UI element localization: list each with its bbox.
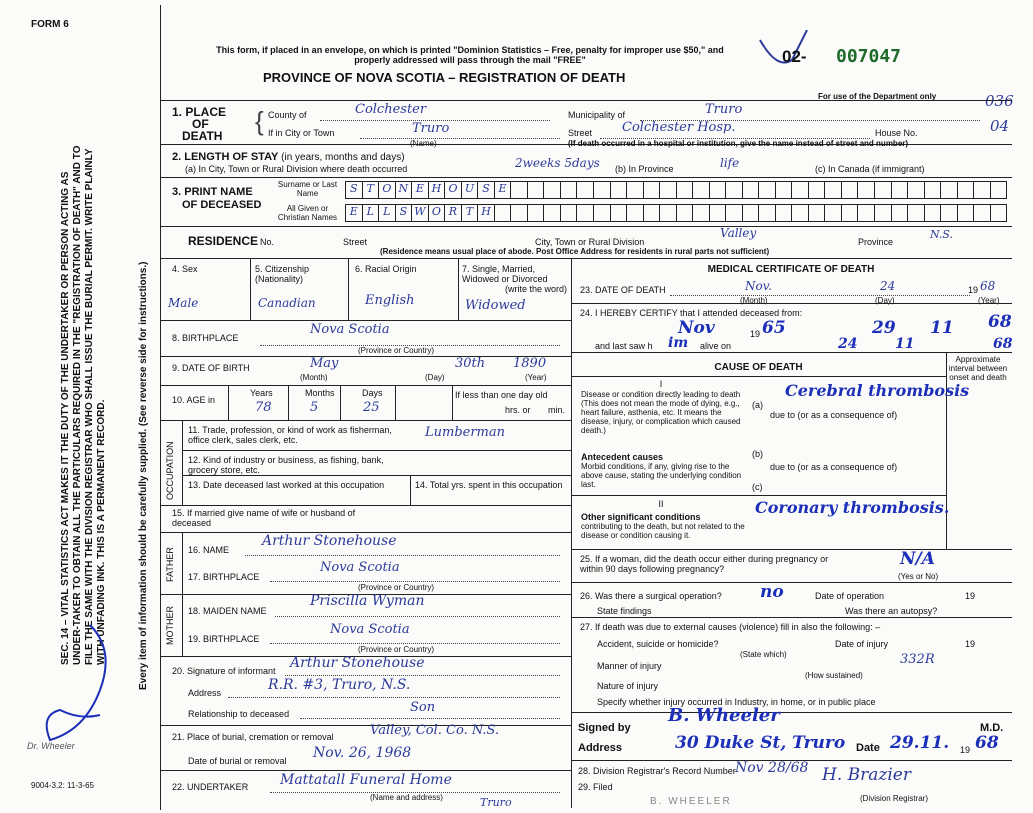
name-label: 3. PRINT NAME OF DECEASED xyxy=(172,186,262,211)
residence-label: RESIDENCE xyxy=(188,234,259,248)
form-number: FORM 6 xyxy=(31,19,69,30)
margin-signature-scribble xyxy=(30,620,130,750)
form-code: 9004-3.2: 11-3-65 xyxy=(31,781,95,790)
death-day: 24 xyxy=(880,279,896,293)
residence-hint: (Residence means usual place of abode. Post Office Address for residents in rural parts not sufficient) xyxy=(380,247,770,256)
dob-year: 1890 xyxy=(513,356,547,371)
reg-number: 007047 xyxy=(836,46,902,67)
burial-date: Nov. 26, 1968 xyxy=(313,745,412,761)
medical-header: MEDICAL CERTIFICATE OF DEATH xyxy=(707,264,875,275)
age-days: 25 xyxy=(363,400,380,415)
registration-number xyxy=(752,30,962,80)
racial-value: English xyxy=(365,293,415,308)
stay-b-label: (b) In Province xyxy=(615,164,674,174)
stay-a-label: (a) In City, Town or Rural Division where death occurred xyxy=(185,164,408,174)
marital-value: Widowed xyxy=(465,298,526,313)
certificate-date: 29.11. xyxy=(890,733,950,753)
city-value: Truro xyxy=(412,121,450,136)
age-months: 5 xyxy=(310,400,319,415)
mail-notice: This form, if placed in an envelope, on which is printed "Dominion Statistics – Free, penalty for improper use $50," and properly addressed will pass through the mail "FREE" xyxy=(216,45,724,65)
residence-city: Valley xyxy=(720,226,757,240)
alive-year: 68 xyxy=(993,336,1013,352)
other-conditions: Coronary thrombosis. xyxy=(755,498,950,517)
county-value: Colchester xyxy=(355,102,427,117)
registrar-signature: H. Brazier xyxy=(822,765,911,785)
informant-relationship: Son xyxy=(410,700,436,715)
county-label: County of xyxy=(268,110,307,120)
municipality-label: Municipality of xyxy=(568,110,626,120)
cause-header: CAUSE OF DEATH xyxy=(714,362,803,373)
death-year: 68 xyxy=(980,279,996,293)
record-number: Nov 28/68 xyxy=(735,760,809,776)
dob-day: 30th xyxy=(455,356,486,371)
death-month: Nov. xyxy=(745,279,772,293)
citizenship-value: Canadian xyxy=(258,296,316,310)
attended-from: Nov xyxy=(678,318,715,338)
informant-signature: Arthur Stonehouse xyxy=(290,655,425,671)
house-label: House No. xyxy=(875,128,918,138)
attended-from-year: 65 xyxy=(762,318,786,338)
information-note: Every item of information should be carefully supplied. (See reverse side for instructions.) xyxy=(138,261,149,690)
dept-code-2: 04 xyxy=(990,117,1010,135)
surname-grid: S T O N E H O U S E xyxy=(345,181,1007,199)
surgery-answer: no xyxy=(760,582,784,602)
undertaker-town: Truro xyxy=(480,796,512,809)
certificate-year: 68 xyxy=(975,733,999,753)
stay-label: 2. LENGTH OF STAY xyxy=(172,151,279,163)
occupation-value: Lumberman xyxy=(425,425,506,440)
burial-place: Valley, Col. Co. N.S. xyxy=(370,723,500,738)
physician-stamp: B. WHEELER xyxy=(650,796,732,807)
attended-to-day: 29 xyxy=(872,318,896,338)
reg-prefix: 02- xyxy=(782,47,807,66)
stay-c-label: (c) In Canada (if immigrant) xyxy=(815,164,925,174)
residence-province: N.S. xyxy=(930,228,954,241)
vital-statistics-notice: SEC. 14 – VITAL STATISTICS ACT MAKES IT THE DUTY OF THE UNDERTAKER OR PERSON ACTING AS UNDER-TAKER TO OBTAIN ALL THE PARTICULARS REQUIRED IN THE "REGISTRATION OF DEATH" AND TO FILE THE SAME WITH THE DIVISION REGISTRAR WHO SHALL ISSUE THE BURIAL PERMIT. WRITE PLAINLY WITH UNFADING INK. THIS IS A PERMANENT RECORD. xyxy=(60,145,107,665)
alive-month: 11 xyxy=(895,336,915,352)
pregnancy-answer: N/A xyxy=(900,549,935,569)
dept-use-label: For use of the Department only xyxy=(818,92,937,101)
last-saw: im xyxy=(668,335,689,351)
mother-maiden: Priscilla Wyman xyxy=(310,593,425,609)
sex-value: Male xyxy=(168,296,199,310)
occupation-side-label: OCCUPATION xyxy=(165,441,175,500)
stay-b-value: life xyxy=(720,156,740,170)
physician-signature: B. Wheeler xyxy=(668,705,780,726)
municipality-value: Truro xyxy=(705,102,743,117)
city-label: If in City or Town xyxy=(268,128,335,138)
street-label: Street xyxy=(568,128,593,138)
father-birthplace: Nova Scotia xyxy=(320,560,400,575)
stay-a-value: 2weeks 5days xyxy=(515,156,600,170)
physician-address: 30 Duke St, Truro xyxy=(675,733,846,753)
manner-code: 332R xyxy=(900,652,935,667)
father-name: Arthur Stonehouse xyxy=(262,533,397,549)
undertaker-name: Mattatall Funeral Home xyxy=(280,772,452,788)
informant-address: R.R. #3, Truro, N.S. xyxy=(268,677,411,693)
age-years: 78 xyxy=(255,400,272,415)
dept-code-1: 036 xyxy=(985,92,1014,110)
dob-month: May xyxy=(310,356,339,371)
attended-to-month: 11 xyxy=(930,318,954,338)
street-hint: (If death occurred in a hospital or institution, give the name instead of street and number) xyxy=(568,139,909,148)
mother-birthplace: Nova Scotia xyxy=(330,622,410,637)
place-label: 1. PLACE OF DEATH xyxy=(172,105,227,143)
form-title: PROVINCE OF NOVA SCOTIA – REGISTRATION OF DEATH xyxy=(263,70,626,85)
alive-day: 24 xyxy=(838,336,858,352)
cause-a: Cerebral thrombosis xyxy=(785,381,970,400)
given-names-grid: E L L S W O R T H xyxy=(345,204,1007,222)
birthplace-value: Nova Scotia xyxy=(310,322,390,337)
street-value: Colchester Hosp. xyxy=(622,120,736,135)
attended-to-year: 68 xyxy=(988,312,1012,332)
